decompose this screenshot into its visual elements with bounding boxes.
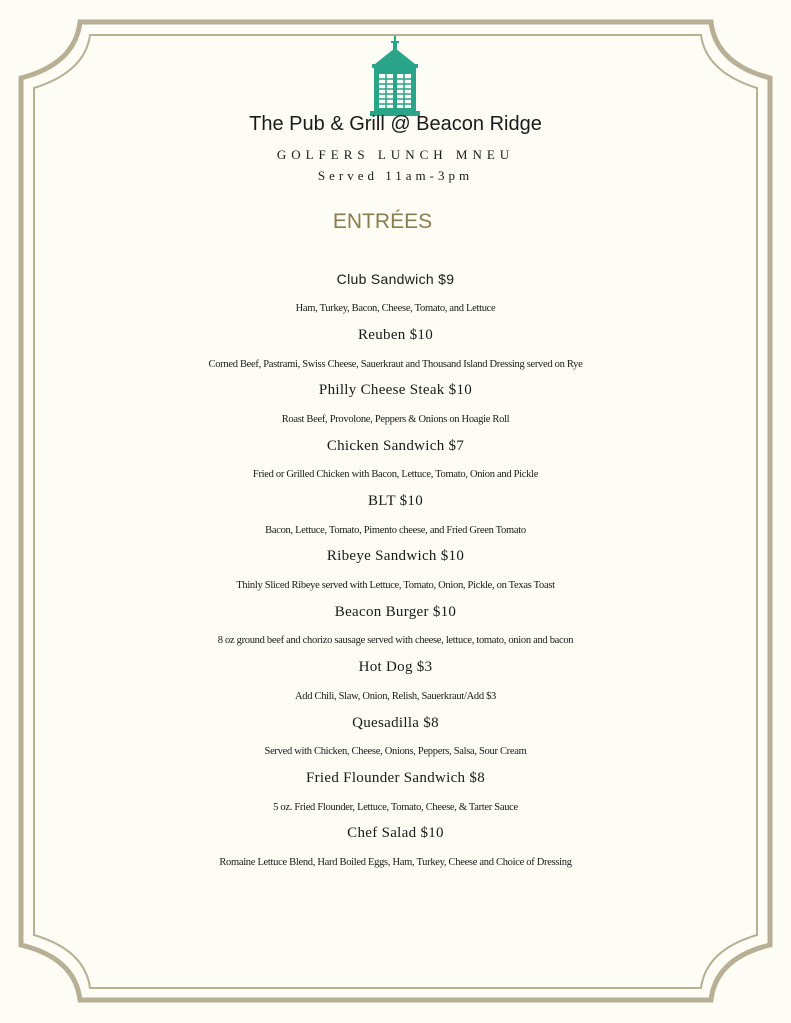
menu-item-description: 5 oz. Fried Flounder, Lettuce, Tomato, Cheese, & Tarter Sauce	[273, 802, 518, 813]
menu-item-description: Roast Beef, Provolone, Peppers & Onions on Hoagie Roll	[281, 414, 510, 425]
menu-item-description: Add Chili, Slaw, Onion, Relish, Sauerkraut/Add $3	[294, 691, 497, 702]
menu-item-description: Served with Chicken, Cheese, Onions, Peppers, Salsa, Sour Cream	[264, 746, 527, 757]
menu-item-name: Beacon Burger $10	[334, 604, 457, 620]
menu-item-name: Philly Cheese Steak $10	[318, 382, 473, 398]
menu-item-description: Thinly Sliced Ribeye served with Lettuce, Tomato, Onion, Pickle, on Texas Toast	[236, 580, 555, 591]
menu-item-name: Chicken Sandwich $7	[326, 438, 465, 454]
menu-item-description: 8 oz ground beef and chorizo sausage served with cheese, lettuce, tomato, onion and bacon	[217, 635, 574, 646]
menu-item-description: Fried or Grilled Chicken with Bacon, Lettuce, Tomato, Onion and Pickle	[252, 469, 539, 480]
menu-item-name: Quesadilla $8	[352, 715, 439, 731]
menu-item-name: Hot Dog $3	[358, 659, 433, 675]
restaurant-title: The Pub & Grill @ Beacon Ridge	[249, 113, 542, 135]
menu-item-name: Ribeye Sandwich $10	[326, 548, 465, 564]
menu-item-name: Fried Flounder Sandwich $8	[305, 770, 486, 786]
menu-item-name: Chef Salad $10	[347, 825, 444, 841]
section-heading-entrees: ENTRÉES	[332, 210, 433, 233]
menu-item-description: Romaine Lettuce Blend, Hard Boiled Eggs, Ham, Turkey, Cheese and Choice of Dressing	[219, 857, 572, 868]
menu-item-name: BLT $10	[367, 493, 424, 509]
menu-item-description: Bacon, Lettuce, Tomato, Pimento cheese, and Fried Green Tomato	[265, 525, 526, 536]
serving-hours: Served 11am-3pm	[317, 168, 474, 183]
cupola-icon	[367, 36, 423, 116]
menu-item-name: Reuben $10	[357, 327, 434, 343]
menu-item-name: Club Sandwich $9	[336, 271, 455, 287]
menu-item-description: Ham, Turkey, Bacon, Cheese, Tomato, and Lettuce	[295, 303, 496, 314]
menu-subtitle: GOLFERS LUNCH MNEU	[276, 147, 515, 162]
menu-item-description: Corned Beef, Pastrami, Swiss Cheese, Sauerkraut and Thousand Island Dressing served on Rye	[208, 359, 583, 370]
